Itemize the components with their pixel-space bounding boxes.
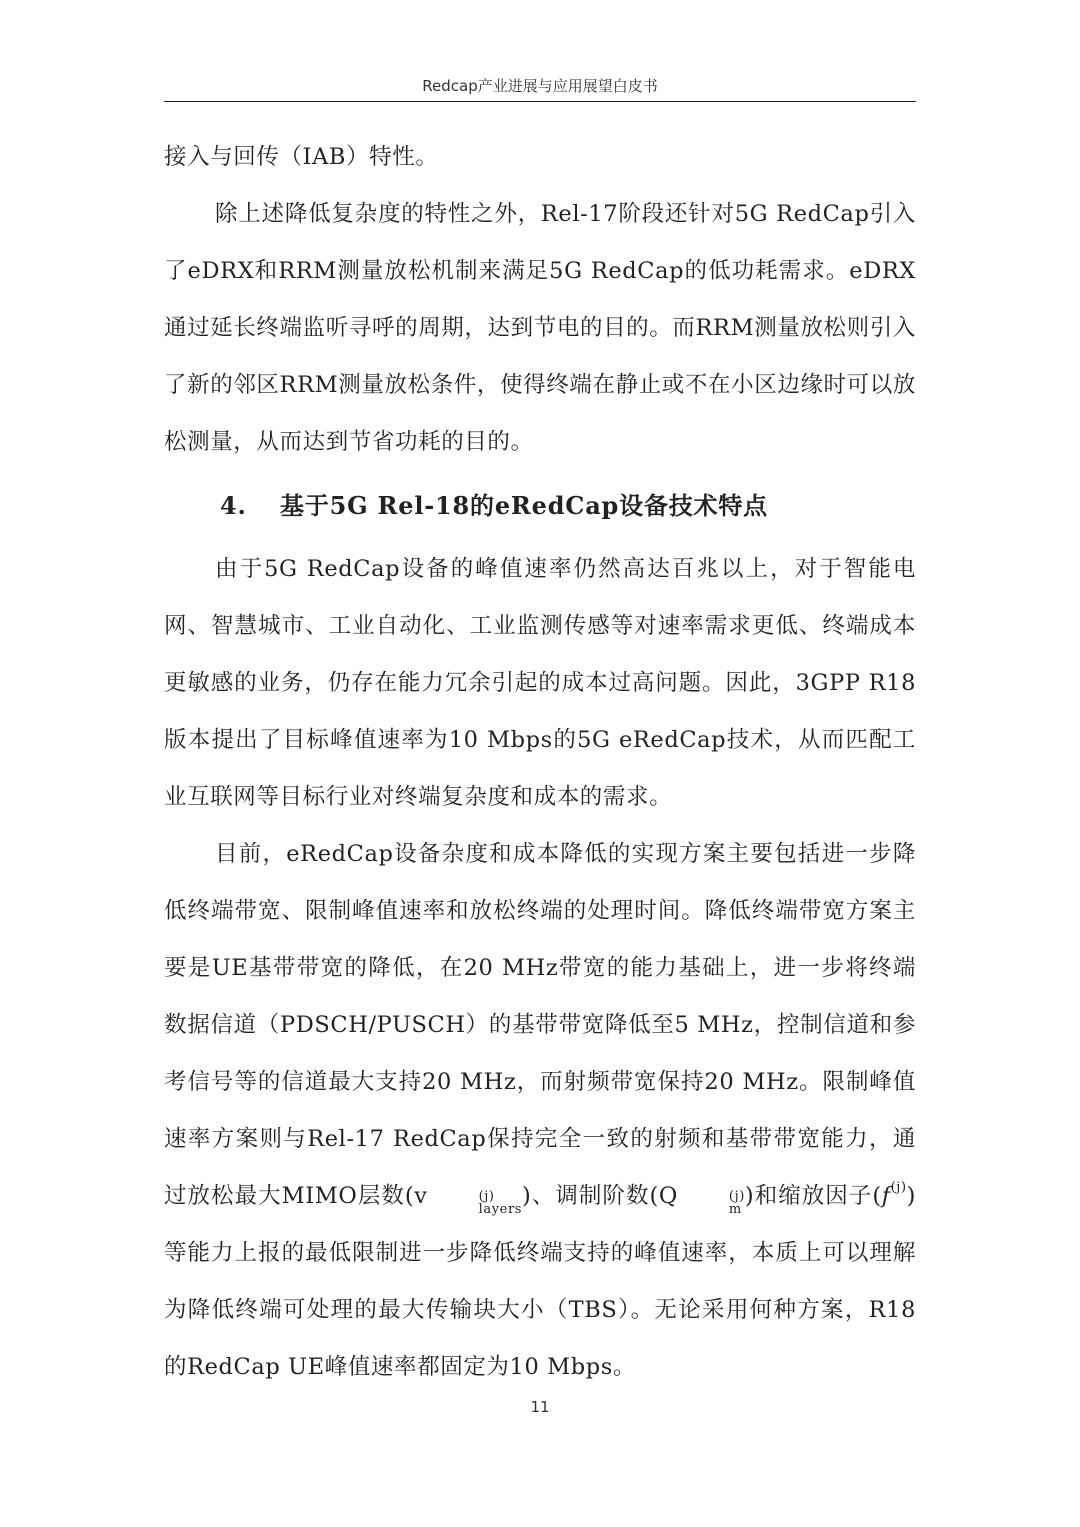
- paragraph-eredcap-solutions: [164, 826, 916, 1396]
- section-title: 基于5G Rel-18的eRedCap设备技术特点: [280, 491, 768, 520]
- text-run: )等能力上报的最低限制进一步降低终端支持的峰值速率，本质上可以理解为降低终端可处理的最大传输块大小（TBS）。无论采用何种方案，R18的RedCap UE峰值速率都固定为10 Mbps。: [164, 1183, 917, 1380]
- header-divider: [164, 101, 916, 102]
- math-q-m: Q (j) m: [658, 1183, 745, 1217]
- paragraph-rel17-power-saving: 除上述降低复杂度的特性之外，Rel-17阶段还针对5G RedCap引入了eDRX和RRM测量放松机制来满足5G RedCap的低功耗需求。eDRX通过延长终端监听寻呼的周期，达到节电的目的。而RRM测量放松则引入了新的邻区RRM测量放松条件，使得终端在静止或不在小区边缘时可以放松测量，从而达到节省功耗的目的。: [164, 201, 916, 455]
- paragraph-eredcap-motivation: 由于5G RedCap设备的峰值速率仍然高达百兆以上，对于智能电网、智慧城市、工业自动化、工业监测传感等对速率需求更低、终端成本更敏感的业务，仍存在能力冗余引起的成本过高问题。因此，3GPP R18版本提出了目标峰值速率为10 Mbps的5G eRedCap技术，从而匹配工业互联网等目标行业对终端复杂度和成本的需求。: [164, 556, 916, 810]
- text-run: )和缩放因子(: [744, 1183, 882, 1209]
- math-v-layers: v (j) layers: [414, 1183, 523, 1217]
- paragraph-iab: 接入与回传（IAB）特性。: [164, 144, 439, 170]
- page-body: [164, 129, 916, 1396]
- section-heading: [164, 471, 916, 541]
- math-f: $f^{(j)}$: [881, 1180, 907, 1209]
- page-number: 11: [530, 1398, 550, 1416]
- text-run: )、调制阶数(: [522, 1183, 659, 1209]
- section-number: 4.: [220, 491, 247, 520]
- running-header: Redcap产业进展与应用展望白皮书: [422, 77, 658, 95]
- text-run: 目前，eRedCap设备杂度和成本降低的实现方案主要包括进一步降低终端带宽、限制峰值速率和放松终端的处理时间。降低终端带宽方案主要是UE基带带宽的降低，在20 MHz带宽的能力基础上，进一步将终端数据信道（PDSCH/PUSCH）的基带带宽降低至5 MHz，控制信道和参考信号等的信道最大支持20 MHz，而射频带宽保持20 MHz。限制峰值速率方案则与Rel-17 RedCap保持完全一致的射频和基带带宽能力，通过放松最大MIMO层数(: [164, 841, 916, 1209]
